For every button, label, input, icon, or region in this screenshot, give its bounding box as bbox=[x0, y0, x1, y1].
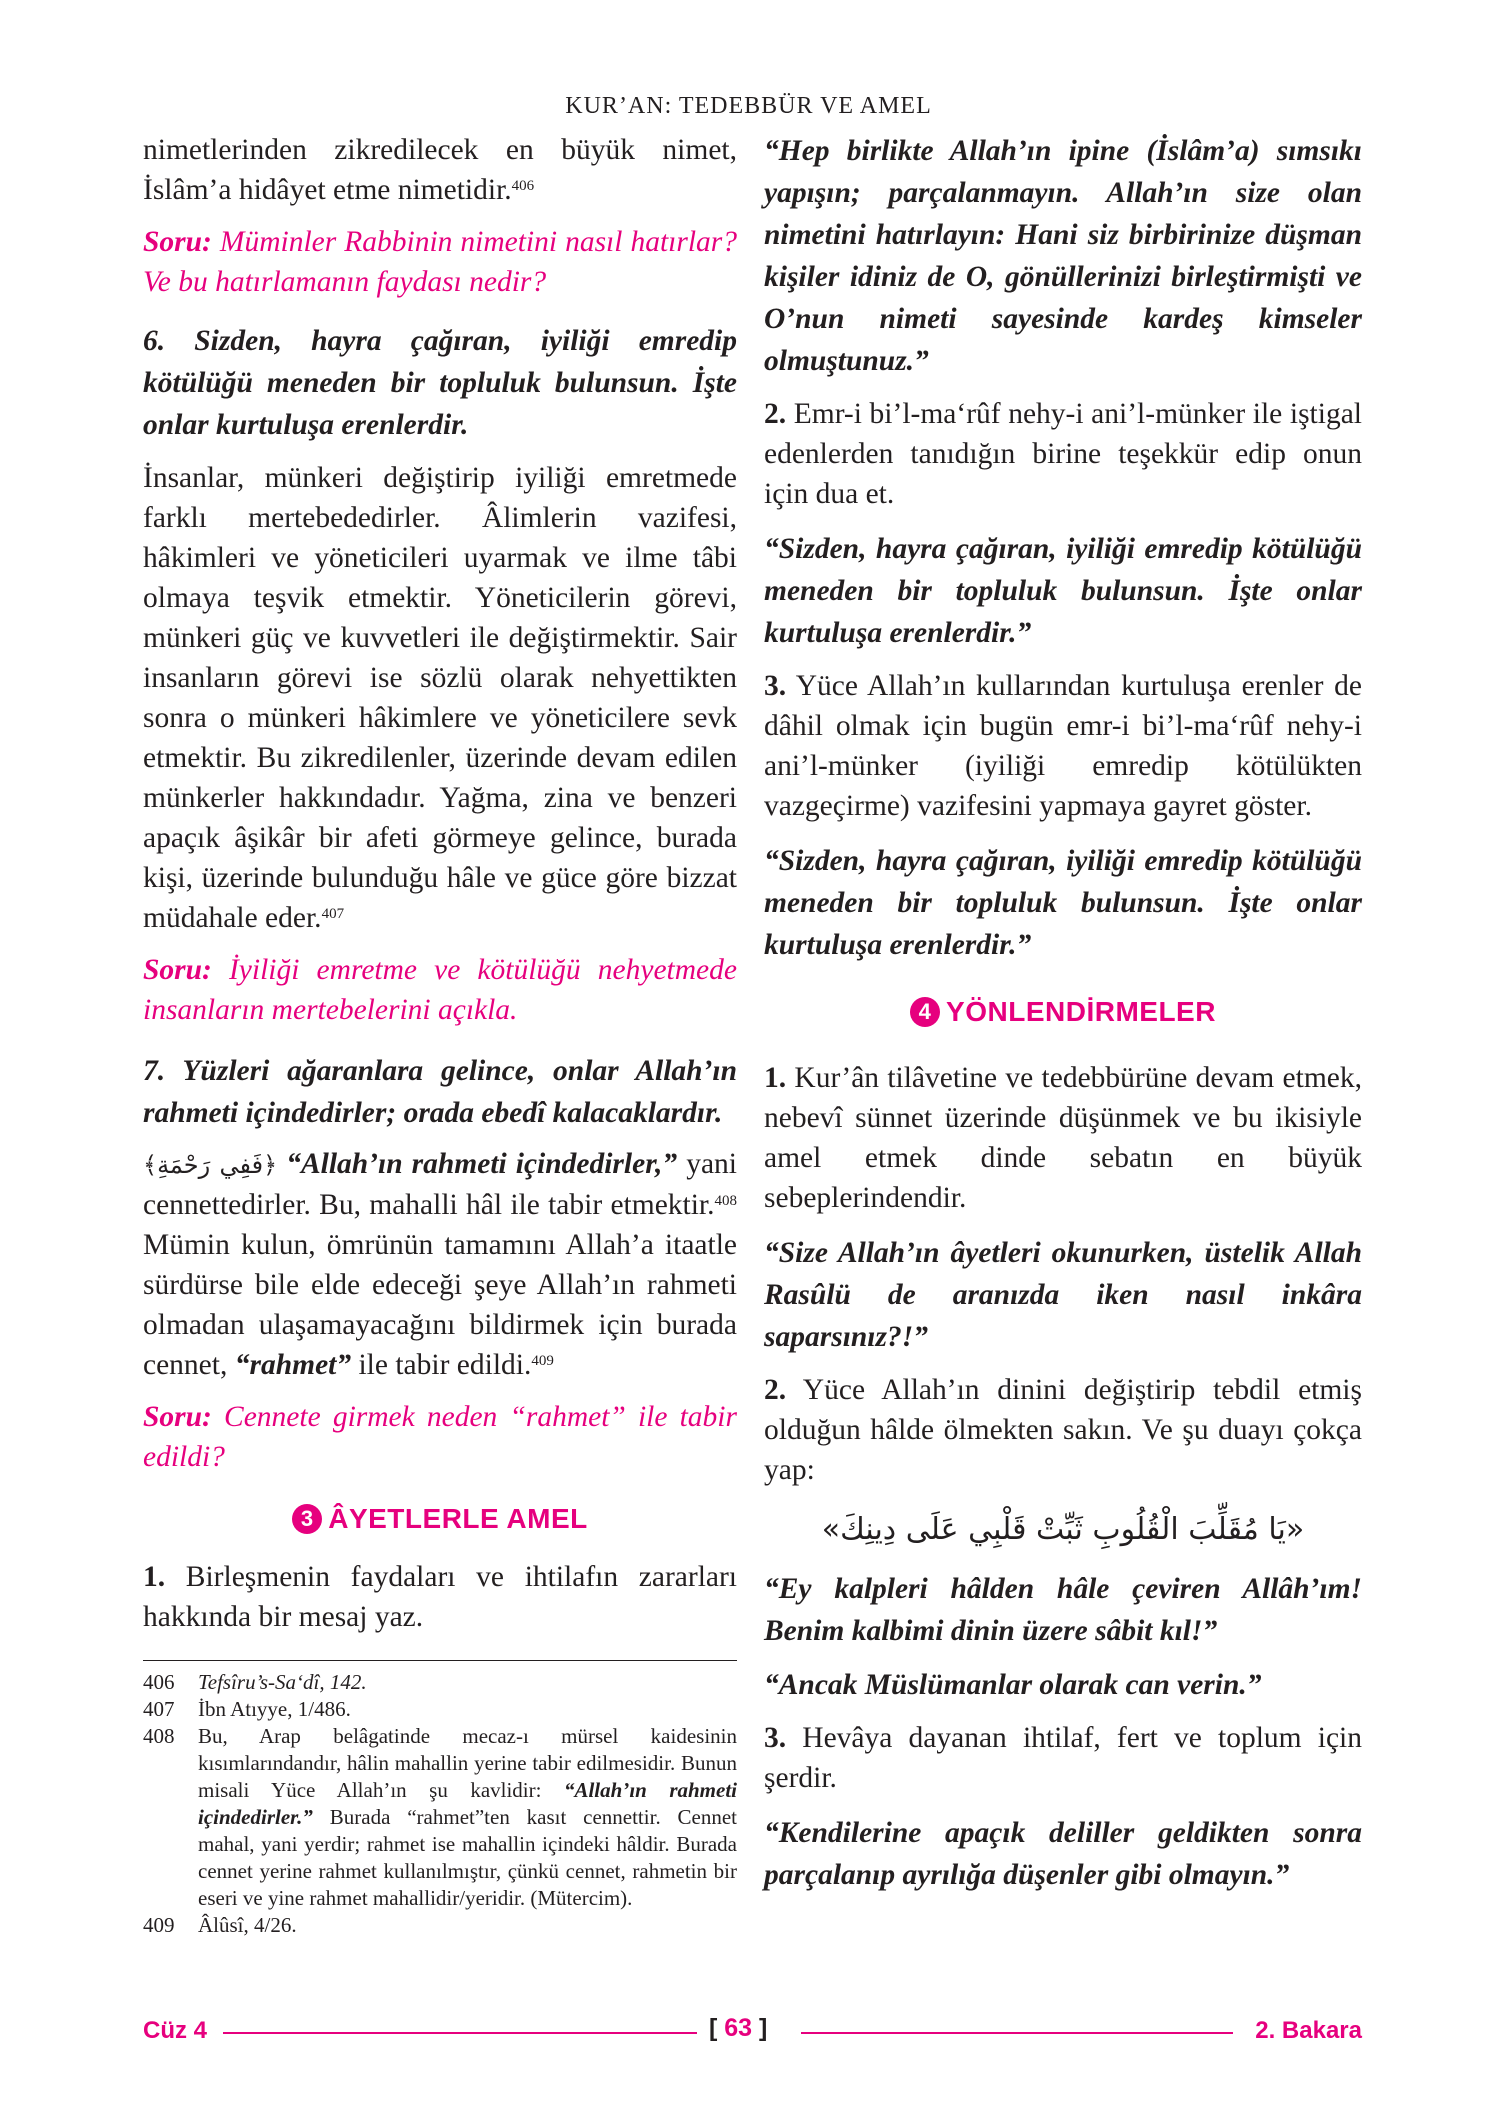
page-number-value: 63 bbox=[724, 2014, 753, 2042]
list-item bbox=[764, 1718, 1362, 1798]
section-number-badge: 3 bbox=[292, 1504, 322, 1534]
section-heading bbox=[764, 992, 1362, 1032]
left-column bbox=[143, 130, 737, 1637]
question-text: Müminler Rabbinin nimetini nasıl hatırlar? Ve bu hatırlamanın faydası nedir? bbox=[143, 226, 737, 298]
item-text: Emr-i bi’l-ma‘rûf nehy-i ani’l-münker ile iştigal edenlerden tanıdığın birine teşekkür edip onun için dua et. bbox=[764, 398, 1362, 510]
footnote-text bbox=[198, 1723, 737, 1912]
footnote bbox=[143, 1912, 737, 1939]
bracket: [ bbox=[709, 2014, 725, 2042]
list-item bbox=[764, 666, 1362, 826]
footnote-number: 407 bbox=[143, 1697, 175, 1721]
paragraph bbox=[143, 458, 737, 938]
footnotes bbox=[143, 1660, 737, 1939]
question-text: İyiliği emretme ve kötülüğü nehyetmede insanların mertebelerini açıkla. bbox=[143, 954, 737, 1026]
verse: 7. Yüzleri ağaranlara gelince, onlar Allah’ın rahmeti içindedirler; orada ebedî kalacaklardır. bbox=[143, 1055, 737, 1129]
item-text: Yüce Allah’ın dinini değiştirip tebdil etmiş olduğun hâlde ölmekten sakın. Ve şu duayı çokça yap: bbox=[764, 1374, 1362, 1486]
footnote-text-part: Burada “rahmet”ten kasıt cennettir. Cennet mahal, yani yerdir; rahmet ise mahallin içindeki hâldir. Burada cennet yerine rahmet kullanılmıştır, çünkü cennet, rahmetin bir eseri ve yine rahmet mahallidir/yeridir. (Mütercim). bbox=[198, 1805, 737, 1910]
question-label: Soru: bbox=[143, 226, 212, 258]
list-item bbox=[764, 1058, 1362, 1218]
question-label: Soru: bbox=[143, 954, 212, 986]
item-number: 1. bbox=[143, 1561, 166, 1593]
footer-rule-left bbox=[223, 2032, 697, 2034]
item-text: Hevâya dayanan ihtilaf, fert ve toplum için şerdir. bbox=[764, 1722, 1362, 1794]
verse: 6. Sizden, hayra çağıran, iyiliği emredip kötülüğü meneden bir topluluk bulunsun. İşte onlar kurtuluşa erenlerdir. bbox=[143, 325, 737, 441]
paragraph-text: yani cennettedirler. Bu, mahalli hâl ile tabir etmektir. bbox=[143, 1148, 738, 1221]
list-item bbox=[143, 1557, 737, 1637]
footnote bbox=[143, 1723, 737, 1912]
footnote-text-part: Bu, Arap belâgatinde mecaz-ı mürsel kaidesinin kısımlarındandır, hâlin mahallin yerine tabir edilmesidir. Bunun misali Yüce Allah’ın şu kavlidir: bbox=[198, 1724, 737, 1802]
footnote bbox=[143, 1696, 737, 1723]
arabic-dua: «يَا مُقَلِّبَ الْقُلُوبِ ثَبِّتْ قَلْبِي عَلَى دِينِكَ» bbox=[821, 1512, 1305, 1547]
verse: “Hep birlikte Allah’ın ipine (İslâm’a) sımsıkı yapışın; parçalanmayın. Allah’ın size olan nimetini hatırlayın: Hani siz birbirinize düşman kişiler idiniz de O, gönüllerinizi birleştirmişti ve O’nun nimeti sayesinde kardeş kimseler olmuştunuz.” bbox=[764, 135, 1362, 377]
verse: “Sizden, hayra çağıran, iyiliği emredip kötülüğü meneden bir topluluk bulunsun. İşte onlar kurtuluşa erenlerdir.” bbox=[764, 533, 1362, 649]
section-heading bbox=[143, 1499, 737, 1539]
item-text: Yüce Allah’ın kullarından kurtuluşa erenler de dâhil olmak için bugün emr-i bi’l-ma‘rûf nehy-i ani’l-münker (iyiliği emredip kötülükten vazgeçirme) vazifesini yapmaya gayret göster. bbox=[764, 670, 1362, 822]
footnote-text: Âlûsî, 4/26. bbox=[198, 1913, 297, 1937]
item-number: 3. bbox=[764, 1722, 787, 1754]
verse: “Kendilerine apaçık deliller geldikten sonra parçalanıp ayrılığa düşenler gibi olmayın.” bbox=[764, 1817, 1362, 1891]
footer-rule-right bbox=[801, 2032, 1233, 2034]
verse: “Sizden, hayra çağıran, iyiliği emredip kötülüğü meneden bir topluluk bulunsun. İşte onlar kurtuluşa erenlerdir.” bbox=[764, 845, 1362, 961]
verse: “Ey kalpleri hâlden hâle çeviren Allâh’ım! Benim kalbimi dinin üzere sâbit kıl!” bbox=[764, 1573, 1362, 1647]
surah-label: 2. Bakara bbox=[1255, 2017, 1362, 2044]
question bbox=[143, 1397, 737, 1477]
footnote-ref[interactable]: 406 bbox=[511, 178, 535, 194]
page-number bbox=[709, 2014, 767, 2043]
paragraph bbox=[143, 130, 737, 210]
paragraph-text: İnsanlar, münkeri değiştirip iyiliği emretmede farklı mertebededirler. Âlimlerin vazifesi, hâkimleri ve yöneticileri uyarmak ve ilme tâbi olmaya teşvik etmektir. Yöneticilerin görevi, münkeri güç ve kuvvetleri ile değiştirmektir. Sair insanların görevi ise sözlü olarak nehyettikten sonra o münkeri hâkimlere ve yöneticilere sevk etmektir. Bu zikredilenler, üzerinde devam edilen münkerler hakkındadır. Yağma, zina ve benzeri apaçık âşikâr bir afeti görmeye gelince, burada kişi, üzerinde bulunduğu hâle ve güce göre bizzat müdahale eder. bbox=[143, 462, 737, 934]
footnote-text: İbn Atıyye, 1/486. bbox=[198, 1697, 351, 1721]
section-title: ÂYETLERLE AMEL bbox=[328, 1503, 588, 1534]
item-number: 2. bbox=[764, 398, 787, 430]
list-item bbox=[764, 1370, 1362, 1490]
paragraph-text: nimetlerinden zikredilecek en büyük nimet, İslâm’a hidâyet etme nimetidir. bbox=[143, 134, 737, 206]
running-head: KUR’AN: TEDEBBÜR VE AMEL bbox=[565, 93, 932, 119]
question bbox=[143, 222, 737, 302]
quote: “Allah’ın rahmeti içindedirler,” bbox=[286, 1148, 678, 1180]
item-number: 2. bbox=[764, 1374, 787, 1406]
list-item bbox=[764, 394, 1362, 514]
question-text: Cennete girmek neden “rahmet” ile tabir edildi? bbox=[143, 1401, 737, 1473]
item-text: Kur’ân tilâvetine ve tedebbürüne devam etmek, nebevî sünnet üzerinde düşünmek ve bu ikisiyle amel etmek dinde sebatın en büyük sebeplerindendir. bbox=[764, 1062, 1362, 1214]
footnote-source: Tefsîru’s-Sa‘dî, 142. bbox=[198, 1670, 367, 1694]
right-column bbox=[764, 130, 1362, 1896]
section-number-badge: 4 bbox=[910, 997, 940, 1027]
juz-label: Cüz 4 bbox=[143, 2017, 208, 2044]
footnote-number: 408 bbox=[143, 1724, 175, 1748]
footnote-number: 406 bbox=[143, 1670, 175, 1694]
page-footer bbox=[143, 2014, 1362, 2047]
bracket: ] bbox=[752, 2014, 768, 2042]
paragraph bbox=[143, 1144, 737, 1385]
paragraph-text: ile tabir edildi. bbox=[351, 1349, 532, 1381]
question-label: Soru: bbox=[143, 1401, 212, 1433]
quote: “rahmet” bbox=[234, 1349, 352, 1381]
footnote-ref[interactable]: 409 bbox=[531, 1353, 554, 1369]
verse: “Ancak Müslümanlar olarak can verin.” bbox=[764, 1669, 1262, 1701]
verse: “Size Allah’ın âyetleri okunurken, üstelik Allah Rasûlü de aranızda iken nasıl inkâra saparsınız?!” bbox=[764, 1237, 1362, 1353]
footnote-ref[interactable]: 408 bbox=[714, 1193, 737, 1209]
footnote-text bbox=[198, 1669, 737, 1696]
quote: “Allah’ın rahmeti içindedirler.” bbox=[198, 1778, 737, 1829]
question bbox=[143, 950, 737, 1030]
item-number: 3. bbox=[764, 670, 787, 702]
footnote bbox=[143, 1669, 737, 1696]
paragraph-text: Mümin kulun, ömrünün tamamını Allah’a itaatle sürdürse bile elde edeceği şeye Allah’ın rahmeti olmadan ulaşamayacağını bildirmek için burada cennet, bbox=[143, 1229, 737, 1381]
arabic-phrase: ﴿فَفِي رَحْمَةِ﴾ bbox=[143, 1151, 278, 1179]
section-title: YÖNLENDİRMELER bbox=[946, 996, 1216, 1027]
footnote-number: 409 bbox=[143, 1913, 175, 1937]
footnote-ref[interactable]: 407 bbox=[321, 906, 345, 922]
item-number: 1. bbox=[764, 1062, 787, 1094]
item-text: Birleşmenin faydaları ve ihtilafın zararları hakkında bir mesaj yaz. bbox=[143, 1561, 737, 1633]
